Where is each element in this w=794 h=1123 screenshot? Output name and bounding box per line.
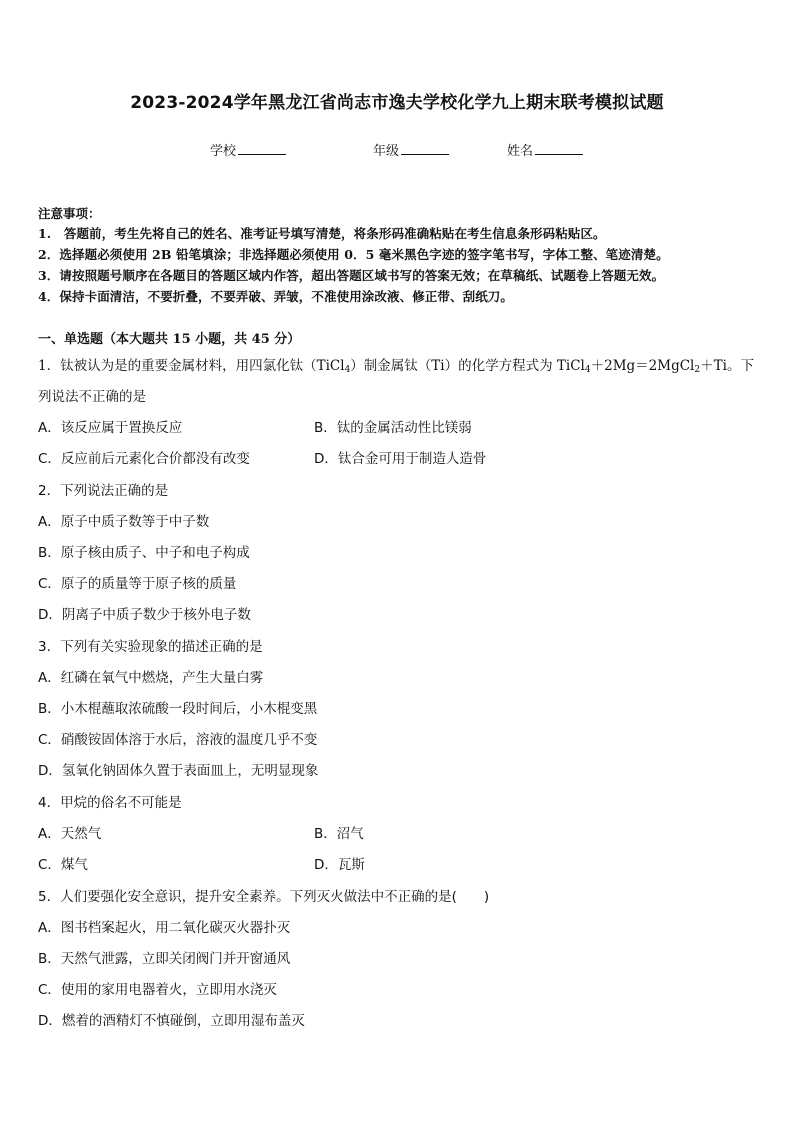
question-4-stem: 4．甲烷的俗名不可能是 [38,795,182,811]
question-2-option-a[interactable]: A．原子中质子数等于中子数 [38,514,210,530]
question-1-stem-line2: 列说法不正确的是 [38,389,146,405]
question-3-option-c[interactable]: C．硝酸铵固体溶于水后，溶液的温度几乎不变 [38,732,318,748]
school-label: 学校 [210,144,237,159]
note-item: 3．请按照题号顺序在各题目的答题区域内作答，超出答题区域书写的答案无效；在草稿纸、试题卷上答题无效。 [38,268,665,283]
note-item: 1. 答题前，考生先将自己的姓名、准考证号填写清楚，将条形码准确粘贴在考生信息条形码粘贴区。 [38,226,606,241]
question-3-stem: 3．下列有关实验现象的描述正确的是 [38,639,263,655]
grade-field [373,140,449,159]
question-5-option-c[interactable]: C．使用的家用电器着火，立即用水浇灭 [38,982,277,998]
student-info-row [0,140,794,160]
question-1-option-c[interactable]: C．反应前后元素化合价都没有改变 [38,451,250,467]
question-1-option-a[interactable]: A．该反应属于置换反应 [38,420,183,436]
section-title: 一、单选题（本大题共 15 小题，共 45 分） [38,332,301,347]
question-4-option-a[interactable]: A．天然气 [38,826,102,842]
school-field [210,140,286,159]
note-item: 4．保持卡面清洁，不要折叠，不要弄破、弄皱，不准使用涂改液、修正带、刮纸刀。 [38,289,513,304]
question-2-option-d[interactable]: D．阴离子中质子数少于核外电子数 [38,607,251,623]
school-blank[interactable] [238,141,286,155]
question-1-option-d[interactable]: D．钛合金可用于制造人造骨 [314,451,487,467]
grade-blank[interactable] [401,141,449,155]
grade-label: 年级 [373,144,400,159]
question-5-option-b[interactable]: B．天然气泄露，立即关闭阀门并开窗通风 [38,951,291,967]
question-2-option-b[interactable]: B．原子核由质子、中子和电子构成 [38,545,250,561]
page-title: 2023-2024学年黑龙江省尚志市逸夫学校化学九上期末联考模拟试题 [130,93,664,113]
question-4-option-b[interactable]: B．沼气 [314,826,364,842]
question-5-stem: 5．人们要强化安全意识，提升安全素养。下列灭火做法中不正确的是( ) [38,889,490,905]
question-3-option-a[interactable]: A．红磷在氧气中燃烧，产生大量白雾 [38,670,264,686]
name-label: 姓名 [507,144,534,159]
notes-heading: 注意事项： [38,206,101,221]
question-2-option-c[interactable]: C．原子的质量等于原子核的质量 [38,576,237,592]
note-item: 2．选择题必须使用 2B 铅笔填涂；非选择题必须使用 0．5 毫米黑色字迹的签字笔书写，字体工整、笔迹清楚。 [38,247,669,262]
question-4-option-c[interactable]: C．煤气 [38,857,88,873]
question-1-stem: 1．钛被认为是的重要金属材料，用四氯化钛（TiCl$_4$）制金属钛（Ti）的化学方程式为 TiCl$_4$＋2Mg＝2MgCl$_2$＋Ti。下 [38,358,754,375]
name-field [507,140,583,159]
name-blank[interactable] [535,141,583,155]
question-5-option-d[interactable]: D．燃着的酒精灯不慎碰倒，立即用湿布盖灭 [38,1013,305,1029]
question-2-stem: 2．下列说法正确的是 [38,483,169,499]
question-3-option-d[interactable]: D．氢氧化钠固体久置于表面皿上，无明显现象 [38,763,319,779]
question-5-option-a[interactable]: A．图书档案起火，用二氧化碳灭火器扑灭 [38,920,291,936]
question-1-option-b[interactable]: B．钛的金属活动性比镁弱 [314,420,472,436]
question-4-option-d[interactable]: D．瓦斯 [314,857,365,873]
question-3-option-b[interactable]: B．小木棍蘸取浓硫酸一段时间后，小木棍变黑 [38,701,318,717]
